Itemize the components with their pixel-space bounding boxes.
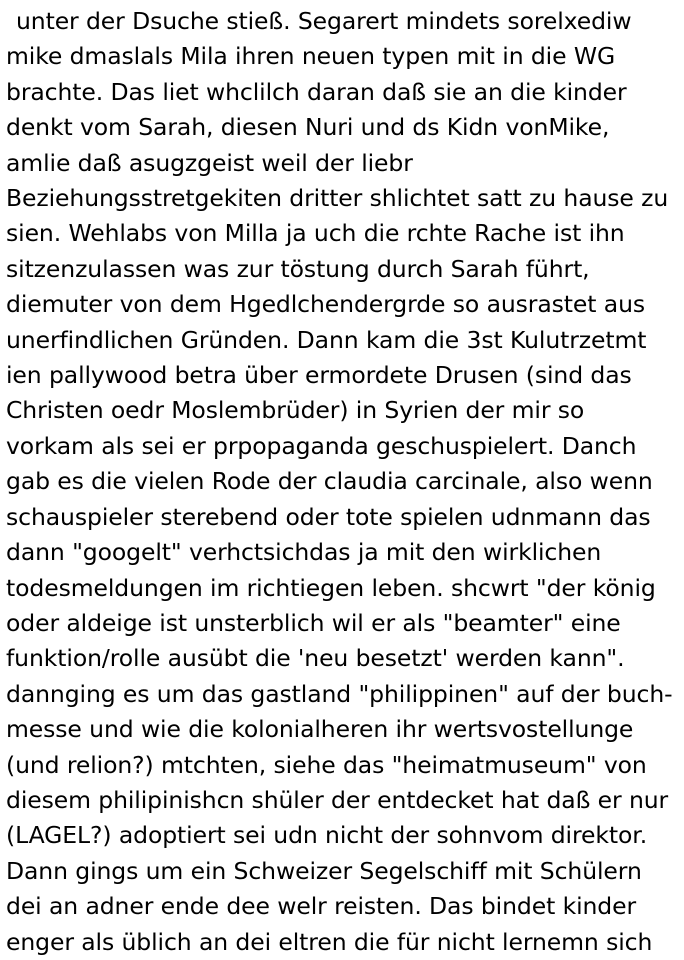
body-paragraph: unter der Dsuche stieß. Segarert mindets sorelxediw mike dmaslals Mila ihren neuen typen mit in die WG brachte. Das liet whclilch daran daß sie an die kinder denkt vom Sarah, diesen Nuri und ds Kidn vonMike, amlie daß asugzgeist weil der liebr Beziehungsstretgekiten dritter shlichtet satt zu hause zu sien. Wehlabs von Milla ja uch die rchte Rache ist ihn sitzenzulassen was zur töstung durch Sarah führt, diemuter von dem Hgedlchendergrde so ausrastet aus unerfindlichen Gründen. Dann kam die 3st Kulutrzetmt ien pallywood betra über ermordete Drusen (sind das Christen oedr Moslembrüder) in Syrien der mir so vorkam als sei er prpopaganda geschuspielert. Danch gab es die vielen Rode der claudia carcinale, also wenn schauspieler sterebend oder tote spielen udnmann das dann "googelt" verhctsichdas ja mit den wirklichen todesmeldungen im richtiegen leben. shcwrt "der könig oder aldeige ist unsterblich wil er als "beamter" eine funktion/rolle ausübt die 'neu besetzt' werden kann". dannging es um das gastland "philippinen" auf der buch-messe und wie die kolonialheren ihr wertsvostellunge (und relion?) mtchten, siehe das "heimatmuseum" von diesem philipinishcn shüler der entdecket hat daß er nur (LAGEL?) adoptiert sei udn nicht der sohnvom direktor. Dann gings um ein Schweizer Segelschiff mit Schülern dei an adner ende dee welr reisten. Das bindet kinder enger als üblich an dei eltren die für nicht lernemn sich — [6, 7, 676, 956]
